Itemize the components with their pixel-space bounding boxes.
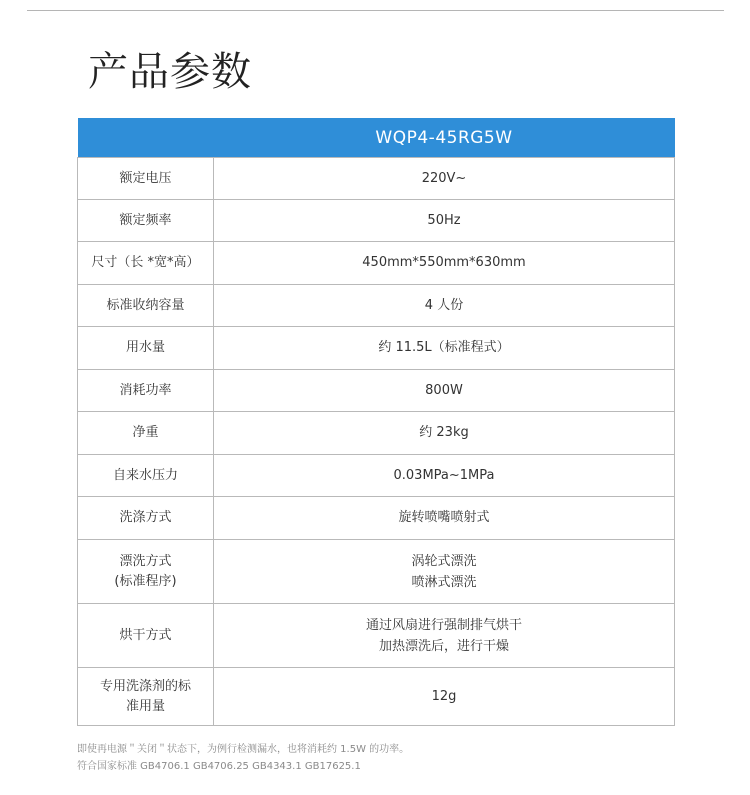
spec-table-body [78,158,675,726]
spec-label [78,497,214,540]
page-title: 产品参数 [88,49,252,95]
spec-row [78,158,675,200]
spec-table [77,118,675,726]
spec-label-line: 额定电压 [119,170,172,186]
footnote-power: 即使再电源＂关闭＂状态下，为例行检测漏水，也将消耗约 1.5W 的功率。 [77,744,410,755]
spec-label [78,604,214,668]
spec-label-line: 专用洗涤剂的标 [99,678,191,694]
spec-label [78,158,214,200]
spec-row [78,455,675,497]
spec-row [78,604,675,668]
spec-label-line: 漂洗方式 [119,553,172,569]
spec-value-line: 50Hz [427,212,461,228]
top-divider [27,10,724,11]
spec-label [78,455,214,497]
spec-label-line: 烘干方式 [119,627,172,643]
spec-label [78,327,214,370]
header-blank-cell [78,118,214,158]
spec-label [78,242,214,285]
footnotes [77,741,409,775]
spec-label [78,200,214,242]
spec-row [78,200,675,242]
spec-value-line: 450mm*550mm*630mm [362,255,526,270]
spec-row [78,285,675,327]
spec-value-line: 加热漂洗后，进行干燥 [378,638,509,654]
spec-label-line: 洗涤方式 [119,510,172,525]
spec-value-line: 约 23kg [419,425,469,440]
spec-value-line: 220V~ [421,170,467,186]
spec-value-line: 12g [431,688,457,704]
spec-row [78,412,675,455]
spec-value [214,285,675,327]
spec-label-line: 消耗功率 [119,382,172,398]
spec-value [214,604,675,668]
spec-label [78,412,214,455]
spec-value-line: 4 人份 [424,297,464,313]
spec-label-line: 净重 [132,425,159,440]
spec-label [78,540,214,604]
spec-label [78,285,214,327]
spec-label-line: 准用量 [125,698,165,714]
spec-value-line: 800W [425,382,463,398]
spec-label-line: (标准程序) [114,573,177,589]
spec-row [78,668,675,726]
spec-value-line: 通过风扇进行强制排气烘干 [365,617,522,633]
spec-value [214,540,675,604]
spec-value [214,455,675,497]
spec-row [78,497,675,540]
spec-value-line: 0.03MPa~1MPa [393,467,495,483]
spec-row [78,540,675,604]
spec-label-line: 自来水压力 [112,467,178,483]
spec-label-line: 用水量 [125,340,165,355]
spec-label [78,668,214,726]
spec-row [78,327,675,370]
spec-value [214,370,675,412]
spec-value [214,158,675,200]
spec-label-line: 额定频率 [119,212,172,228]
spec-value [214,200,675,242]
footnote-standards: 符合国家标准 GB4706.1 GB4706.25 GB4343.1 GB17625.1 [77,761,361,772]
spec-value [214,327,675,370]
table-header-row [78,118,675,158]
spec-row [78,370,675,412]
spec-label [78,370,214,412]
spec-label-line: 标准收纳容量 [106,297,185,313]
spec-value [214,412,675,455]
spec-label-line: 尺寸（长 *宽*高） [91,255,200,270]
spec-value [214,242,675,285]
spec-value-line: 约 11.5L（标准程式） [378,340,510,355]
spec-value [214,497,675,540]
spec-value-line: 旋转喷嘴喷射式 [398,510,490,525]
spec-value [214,668,675,726]
spec-value-line: 涡轮式漂洗 [411,553,477,569]
model-number: WQP4-45RG5W [214,118,675,158]
spec-row [78,242,675,285]
spec-value-line: 喷淋式漂洗 [411,574,477,590]
